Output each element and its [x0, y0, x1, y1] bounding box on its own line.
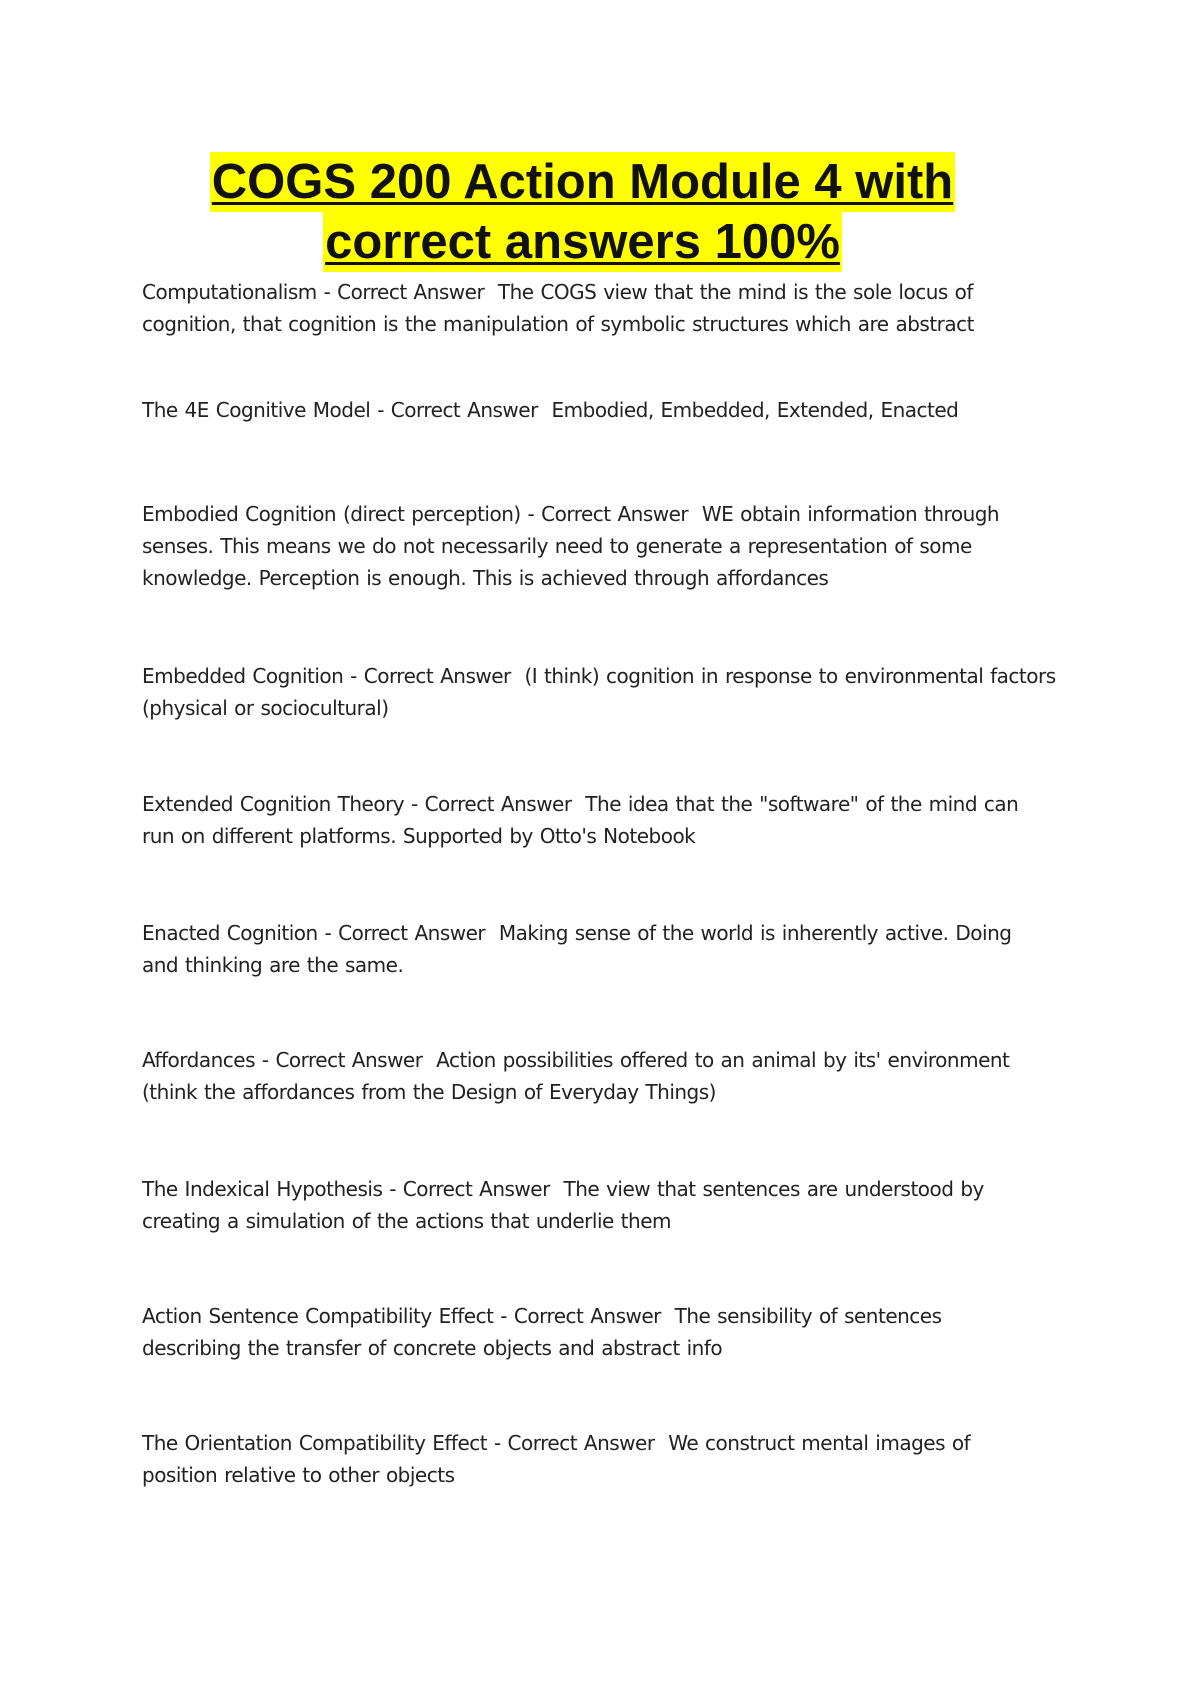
- qa-entry-embedded-cognition: Embedded Cognition - Correct Answer (I think) cognition in response to environmental factors (physical or sociocultural): [142, 664, 1063, 720]
- document-title: [130, 152, 1035, 272]
- qa-entry-computationalism: Computationalism - Correct Answer The COGS view that the mind is the sole locus of cognition, that cognition is the manipulation of symbolic structures which are abstract: [142, 280, 980, 336]
- qa-entry-affordances: Affordances - Correct Answer Action possibilities offered to an animal by its' environment (think the affordances from the Design of Everyday Things): [142, 1048, 1017, 1104]
- qa-entry-4e-model: The 4E Cognitive Model - Correct Answer Embodied, Embedded, Extended, Enacted: [142, 398, 959, 422]
- title-line-1: COGS 200 Action Module 4 with: [210, 152, 955, 212]
- qa-entry-extended-cognition: Extended Cognition Theory - Correct Answer The idea that the "software" of the mind can run on different platforms. Supported by Otto's Notebook: [142, 792, 1026, 848]
- qa-entry-embodied-cognition: Embodied Cognition (direct perception) - Correct Answer WE obtain information through senses. This means we do not necessarily need to generate a representation of some knowledge. Perception is enough. This is achieved through affordances: [142, 502, 1006, 590]
- qa-entry-action-sentence-compatibility: Action Sentence Compatibility Effect - Correct Answer The sensibility of sentences describing the transfer of concrete objects and abstract info: [142, 1304, 949, 1360]
- qa-entry-enacted-cognition: Enacted Cognition - Correct Answer Making sense of the world is inherently active. Doing and thinking are the same.: [142, 921, 1019, 977]
- title-line-2: correct answers 100%: [323, 212, 842, 272]
- qa-entry-indexical-hypothesis: The Indexical Hypothesis - Correct Answer The view that sentences are understood by creating a simulation of the actions that underlie them: [142, 1177, 991, 1233]
- qa-entry-orientation-compatibility: The Orientation Compatibility Effect - Correct Answer We construct mental images of position relative to other objects: [142, 1431, 977, 1487]
